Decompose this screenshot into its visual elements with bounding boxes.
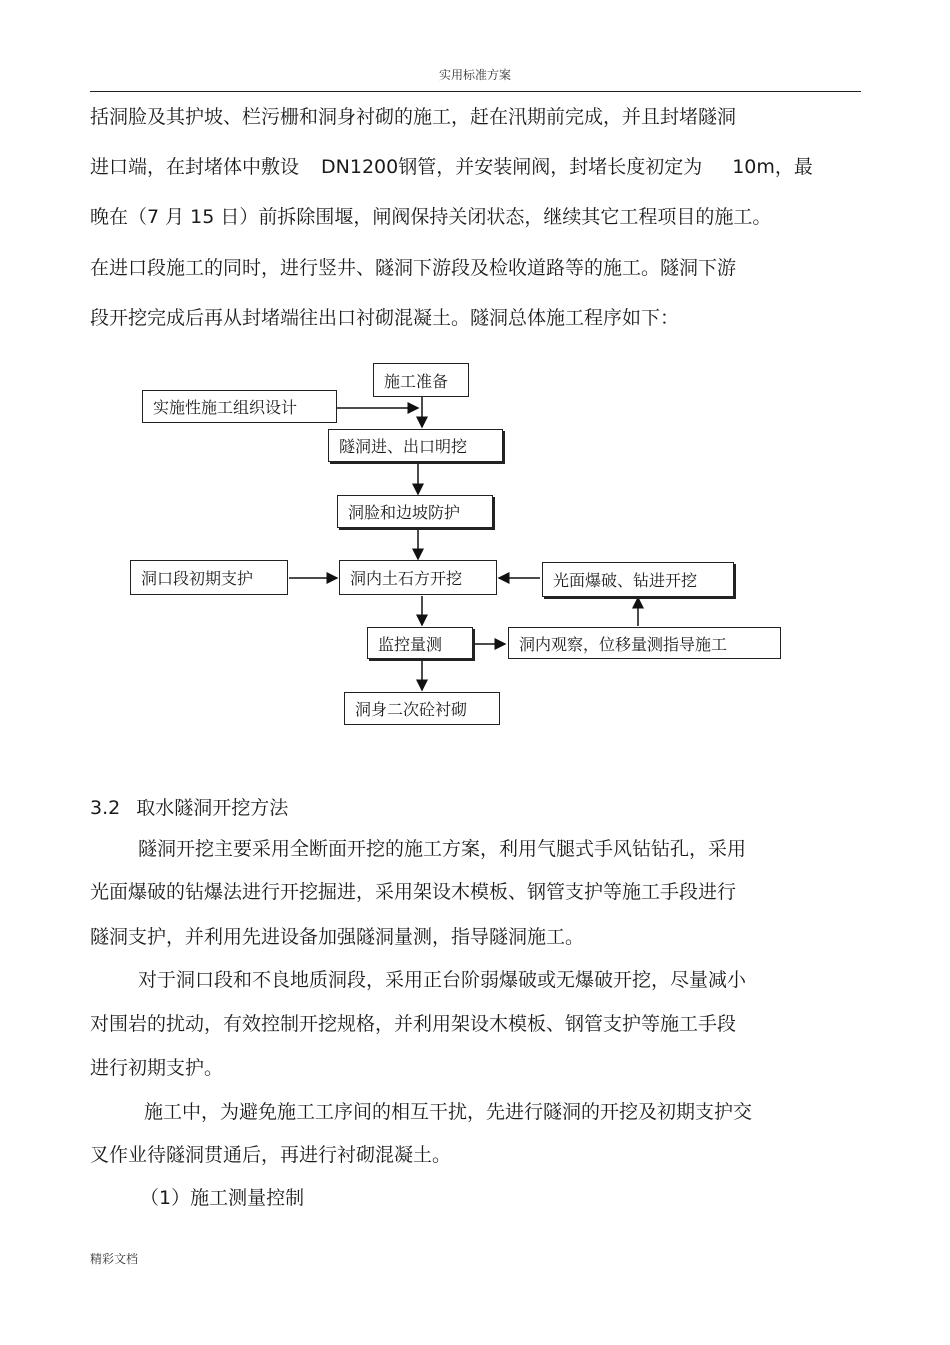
section-line-1: 隧洞开挖主要采用全断面开挖的施工方案，利用气腿式手风钻钻孔，采用 xyxy=(138,838,747,860)
box-protection: 洞脸和边坡防护 xyxy=(337,495,493,528)
section-line-4: 对于洞口段和不良地质洞段，采用正台阶弱爆破或无爆破开挖，尽量减小 xyxy=(138,969,747,991)
box-prep: 施工准备 xyxy=(373,363,469,397)
box-design: 实施性施工组织设计 xyxy=(142,390,337,423)
para1-line-3: 晚在（7 月 15 日）前拆除围堰，闸阀保持关闭状态，继续其它工程项目的施工。 xyxy=(90,206,772,228)
section-heading xyxy=(90,796,288,820)
section-line-5: 对围岩的扰动，有效控制开挖规格，并利用架设木模板、钢管支护等施工手段 xyxy=(90,1013,737,1035)
box-blasting: 光面爆破、钻进开挖 xyxy=(542,562,734,597)
section-line-7: 施工中，为避免施工工序间的相互干扰，先进行隧洞的开挖及初期支护交 xyxy=(144,1101,753,1123)
section-line-9: （1）施工测量控制 xyxy=(140,1187,305,1209)
box-monitoring: 监控量测 xyxy=(367,627,473,659)
box-lining: 洞身二次砼衬砌 xyxy=(344,692,500,725)
box-observation: 洞内观察，位移量测指导施工 xyxy=(508,627,781,659)
para1-line-4: 在进口段施工的同时，进行竖井、隧洞下游段及检收道路等的施工。隧洞下游 xyxy=(90,257,737,279)
para1-line-2a: 进口端，在封堵体中敷设 xyxy=(90,156,300,178)
page-header: 实用标准方案 xyxy=(438,68,511,82)
section-heading-text: 取水隧洞开挖方法 xyxy=(136,797,289,819)
section-line-8: 叉作业待隧洞贯通后，再进行衬砌混凝土。 xyxy=(90,1144,452,1166)
section-line-2: 光面爆破的钻爆法进行开挖掘进，采用架设木模板、钢管支护等施工手段进行 xyxy=(90,881,737,903)
box-portal-support: 洞口段初期支护 xyxy=(130,560,288,595)
para1-line-2b: DN1200钢管，并安装闸阀，封堵长度初定为 xyxy=(321,156,703,178)
box-open-cut: 隧洞进、出口明挖 xyxy=(328,429,503,462)
page-footer: 精彩文档 xyxy=(90,1252,139,1266)
box-excavation: 洞内土石方开挖 xyxy=(339,560,497,595)
section-line-3: 隧洞支护，并利用先进设备加强隧洞量测，指导隧洞施工。 xyxy=(90,926,585,948)
para1-line-5: 段开挖完成后再从封堵端往出口衬砌混凝土。隧洞总体施工程序如下： xyxy=(90,307,680,329)
section-heading-number: 3.2 xyxy=(90,797,121,819)
para1-line-1: 括洞脸及其护坡、栏污栅和洞身衬砌的施工，赶在汛期前完成，并且封堵隧洞 xyxy=(90,106,737,128)
para1-line-2c: 10m，最 xyxy=(732,156,813,178)
section-line-6: 进行初期支护。 xyxy=(90,1057,224,1079)
